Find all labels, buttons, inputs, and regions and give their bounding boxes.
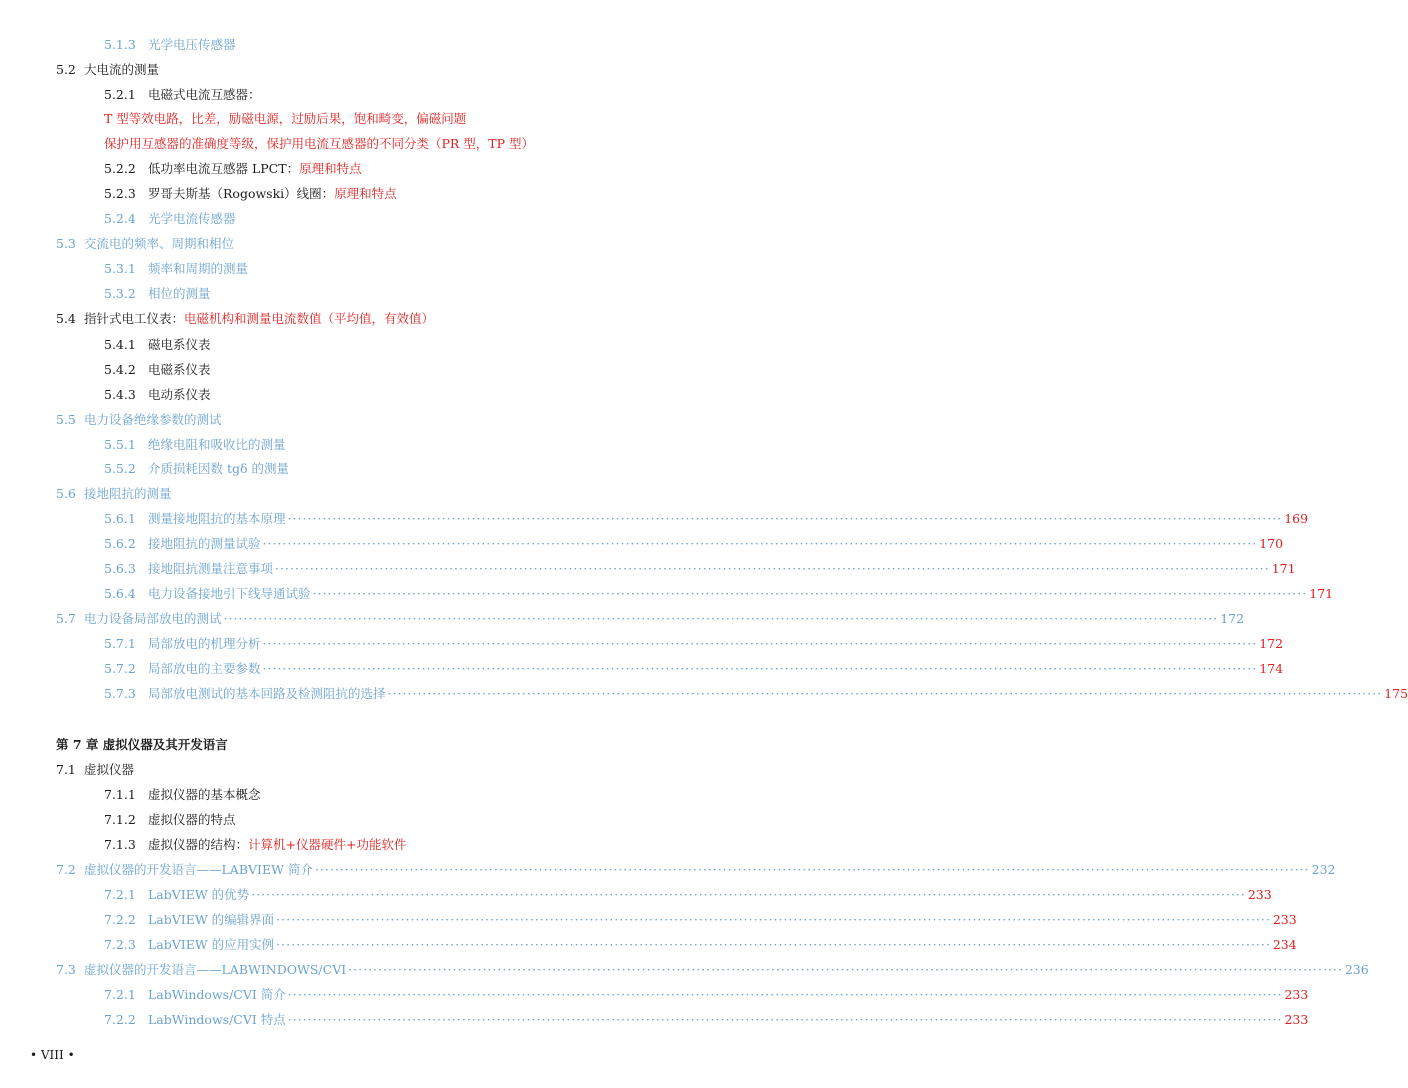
page-number: 172 — [1220, 611, 1245, 626]
section-number: 5.7.1 — [104, 636, 136, 651]
section-title: 指针式电工仪表： — [84, 311, 185, 326]
section-title: LabWindows/CVI 简介 — [148, 987, 286, 1002]
toc-entry-row — [148, 510, 1309, 528]
section-number: 5.7.3 — [104, 686, 136, 701]
toc-line — [0, 736, 725, 754]
dot-leader: ········································································································································································································ — [262, 661, 1258, 676]
toc-entry-row — [84, 961, 1369, 979]
section-number: 7.2.1 — [104, 987, 136, 1002]
section-heading — [84, 235, 234, 253]
toc-line — [0, 836, 725, 854]
toc-line — [0, 585, 1334, 603]
toc-line — [0, 235, 725, 253]
section-number: 5.5.2 — [104, 461, 136, 476]
section-number: 5.4 — [56, 311, 76, 326]
section-heading — [148, 811, 236, 829]
section-title: 虚拟仪器的结构： — [148, 837, 249, 852]
section-note: 原理和特点 — [334, 186, 397, 201]
page-number: 233 — [1284, 1012, 1309, 1027]
section-number: 5.3 — [56, 236, 76, 251]
section-note: 计算机+仪器硬件+功能软件 — [248, 837, 407, 852]
toc-entry-row — [84, 610, 1245, 628]
toc-line — [0, 886, 1272, 904]
toc-line — [0, 685, 1408, 703]
toc-line — [0, 386, 725, 404]
toc-line — [0, 135, 725, 153]
toc-entry-row — [148, 886, 1272, 904]
section-heading — [148, 86, 261, 104]
section-number: 5.4.3 — [104, 387, 136, 402]
toc-line — [0, 560, 1296, 578]
toc-line — [0, 986, 1309, 1004]
section-title: 电磁式电流互感器： — [148, 87, 261, 102]
dot-leader: ········································································································································································································ — [387, 686, 1383, 701]
section-note: 原理和特点 — [299, 161, 362, 176]
dot-leader: ········································································································································································································ — [314, 862, 1310, 877]
toc-entry-row — [148, 936, 1297, 954]
dot-leader: ········································································································································································································ — [287, 511, 1283, 526]
section-title: 低功率电流互感器 LPCT： — [148, 161, 300, 176]
section-number: 5.2 — [56, 62, 76, 77]
section-title: 虚拟仪器的特点 — [148, 812, 236, 827]
toc-line — [0, 660, 1284, 678]
section-heading — [148, 436, 286, 454]
toc-line — [0, 510, 1309, 528]
section-title: 交流电的频率、周期和相位 — [84, 236, 235, 251]
note-text: 保护用互感器的准确度等级，保护用电流互感器的不同分类（PR 型，TP 型） — [104, 136, 535, 151]
section-number: 7.1.1 — [104, 787, 136, 802]
section-title: 大电流的测量 — [84, 62, 160, 77]
section-heading — [148, 386, 211, 404]
section-number: 5.4.2 — [104, 362, 136, 377]
dot-leader: ········································································································································································································ — [348, 962, 1343, 977]
toc-line — [0, 961, 1369, 979]
section-title: 光学电压传感器 — [148, 37, 236, 52]
toc-line — [0, 861, 1336, 879]
toc-line — [0, 610, 1245, 628]
section-heading — [148, 285, 211, 303]
section-number: 5.2.1 — [104, 87, 136, 102]
toc-entry-row — [148, 585, 1334, 603]
section-number: 5.5.1 — [104, 437, 136, 452]
page-number: 233 — [1247, 887, 1272, 902]
section-title: 电动系仪表 — [148, 387, 211, 402]
toc-line — [0, 485, 725, 503]
section-heading — [148, 336, 211, 354]
section-title: LabVIEW 的优势 — [148, 887, 250, 902]
page-number: 172 — [1259, 636, 1284, 651]
section-number: 7.1.3 — [104, 837, 136, 852]
section-heading — [148, 36, 236, 54]
section-heading — [148, 460, 289, 478]
section-heading — [148, 185, 397, 203]
section-number: 7.2 — [56, 862, 76, 877]
section-heading — [148, 260, 248, 278]
section-title: LabWindows/CVI 特点 — [148, 1012, 286, 1027]
section-number: 5.1.3 — [104, 37, 136, 52]
page-number: 169 — [1284, 511, 1309, 526]
page-number: 233 — [1272, 912, 1297, 927]
toc-line — [0, 411, 725, 429]
section-number: 5.7.2 — [104, 661, 136, 676]
section-number: 7.2.2 — [104, 912, 136, 927]
dot-leader: ········································································································································································································ — [312, 586, 1308, 601]
section-number: 5.5 — [56, 412, 76, 427]
section-title: 介质损耗因数 tgδ 的测量 — [148, 461, 289, 476]
section-title: 罗哥夫斯基（Rogowski）线圈： — [148, 186, 335, 201]
section-number: 7.3 — [56, 962, 76, 977]
dot-leader: ········································································································································································································ — [275, 561, 1270, 576]
dot-leader: ········································································································································································································ — [251, 887, 1246, 902]
section-title: LabVIEW 的应用实例 — [148, 937, 275, 952]
section-heading — [148, 210, 236, 228]
toc-entry-row — [148, 560, 1296, 578]
section-note: 电磁机构和测量电流数值（平均值，有效值） — [184, 311, 435, 326]
section-heading — [84, 485, 172, 503]
section-number: 5.2.2 — [104, 161, 136, 176]
section-number: 7.1 — [56, 762, 76, 777]
section-title: 电力设备接地引下线导通试验 — [148, 586, 311, 601]
dot-leader: ········································································································································································································ — [262, 536, 1258, 551]
section-heading — [148, 160, 362, 178]
page-footer: • VIII • — [30, 1048, 75, 1062]
toc-line — [0, 285, 725, 303]
toc-entry-row — [148, 660, 1284, 678]
section-number: 7.2.3 — [104, 937, 136, 952]
toc-line — [0, 936, 1297, 954]
dot-leader: ········································································································································································································ — [276, 912, 1271, 927]
dot-leader: ········································································································································································································ — [223, 611, 1219, 626]
toc-line — [0, 210, 725, 228]
section-number: 5.6.4 — [104, 586, 136, 601]
section-heading — [84, 61, 159, 79]
toc-line — [0, 86, 725, 104]
section-title: 接地阻抗的测量 — [84, 486, 172, 501]
toc-entry-row — [148, 1011, 1309, 1029]
section-number: 5.3.1 — [104, 261, 136, 276]
section-title: 相位的测量 — [148, 286, 211, 301]
toc-entry-row — [148, 911, 1297, 929]
section-heading — [84, 411, 222, 429]
toc-line — [0, 160, 725, 178]
page-number: 171 — [1271, 561, 1296, 576]
section-number: 5.2.4 — [104, 211, 136, 226]
page-number: 233 — [1284, 987, 1309, 1002]
page-number: 234 — [1272, 937, 1297, 952]
section-number: 5.3.2 — [104, 286, 136, 301]
section-title: 磁电系仪表 — [148, 337, 211, 352]
toc-entry-row — [148, 535, 1284, 553]
section-title: 电磁系仪表 — [148, 362, 211, 377]
section-title: 电力设备绝缘参数的测试 — [84, 412, 222, 427]
toc-line — [0, 786, 725, 804]
toc-line — [0, 911, 1297, 929]
section-title: 光学电流传感器 — [148, 211, 236, 226]
toc-line — [0, 185, 725, 203]
section-title: 绝缘电阻和吸收比的测量 — [148, 437, 286, 452]
section-number: 5.6.2 — [104, 536, 136, 551]
toc-line — [0, 761, 725, 779]
section-title: 电力设备局部放电的测试 — [84, 611, 222, 626]
toc-entry-row — [84, 861, 1336, 879]
page-number: 170 — [1259, 536, 1284, 551]
toc-line — [0, 61, 725, 79]
section-number: 5.2.3 — [104, 186, 136, 201]
section-title: 接地阻抗的测量试验 — [148, 536, 261, 551]
toc-entry-row — [148, 685, 1408, 703]
page-number: 232 — [1311, 862, 1336, 877]
section-number: 5.6.3 — [104, 561, 136, 576]
section-title: 虚拟仪器 — [84, 762, 135, 777]
toc-line — [0, 260, 725, 278]
chapter-title: 第 7 章 虚拟仪器及其开发语言 — [56, 737, 228, 752]
section-title: 虚拟仪器的开发语言——LABWINDOWS/CVI — [84, 962, 347, 977]
section-title: 局部放电测试的基本回路及检测阻抗的选择 — [148, 686, 386, 701]
section-title: 测量接地阻抗的基本原理 — [148, 511, 286, 526]
toc-line — [0, 110, 725, 128]
section-title: 频率和周期的测量 — [148, 261, 249, 276]
section-number: 5.4.1 — [104, 337, 136, 352]
toc-line — [0, 436, 725, 454]
page-number: 175 — [1384, 686, 1408, 701]
page-number: 236 — [1344, 962, 1369, 977]
page-number: 171 — [1309, 586, 1334, 601]
section-title: 接地阻抗测量注意事项 — [148, 561, 274, 576]
section-heading — [84, 761, 134, 779]
toc-line — [0, 36, 725, 54]
section-number: 5.7 — [56, 611, 76, 626]
dot-leader: ········································································································································································································ — [262, 636, 1258, 651]
toc-line — [0, 361, 725, 379]
toc-entry-row — [148, 635, 1284, 653]
dot-leader: ········································································································································································································ — [276, 937, 1271, 952]
toc-line — [0, 460, 725, 478]
page-number: 174 — [1259, 661, 1284, 676]
section-title: 虚拟仪器的开发语言——LABVIEW 简介 — [84, 862, 313, 877]
dot-leader: ········································································································································································································ — [287, 987, 1283, 1002]
section-heading — [84, 310, 434, 328]
section-number: 7.1.2 — [104, 812, 136, 827]
toc-entry-row — [148, 986, 1309, 1004]
section-title: 虚拟仪器的基本概念 — [148, 787, 261, 802]
section-title: 局部放电的机理分析 — [148, 636, 261, 651]
section-heading — [148, 786, 261, 804]
toc-line — [0, 635, 1284, 653]
section-number: 5.6.1 — [104, 511, 136, 526]
toc-line — [0, 1011, 1309, 1029]
section-heading — [148, 361, 211, 379]
note-text: T 型等效电路，比差，励磁电源，过励后果，饱和畸变，偏磁问题 — [104, 111, 467, 126]
toc-line — [0, 811, 725, 829]
toc-line — [0, 310, 725, 328]
section-number: 5.6 — [56, 486, 76, 501]
toc-line — [0, 535, 1284, 553]
section-number: 7.2.1 — [104, 887, 136, 902]
section-number: 7.2.2 — [104, 1012, 136, 1027]
toc-line — [0, 336, 725, 354]
dot-leader: ········································································································································································································ — [287, 1012, 1283, 1027]
section-title: 局部放电的主要参数 — [148, 661, 261, 676]
section-heading — [148, 836, 406, 854]
section-title: LabVIEW 的编辑界面 — [148, 912, 275, 927]
